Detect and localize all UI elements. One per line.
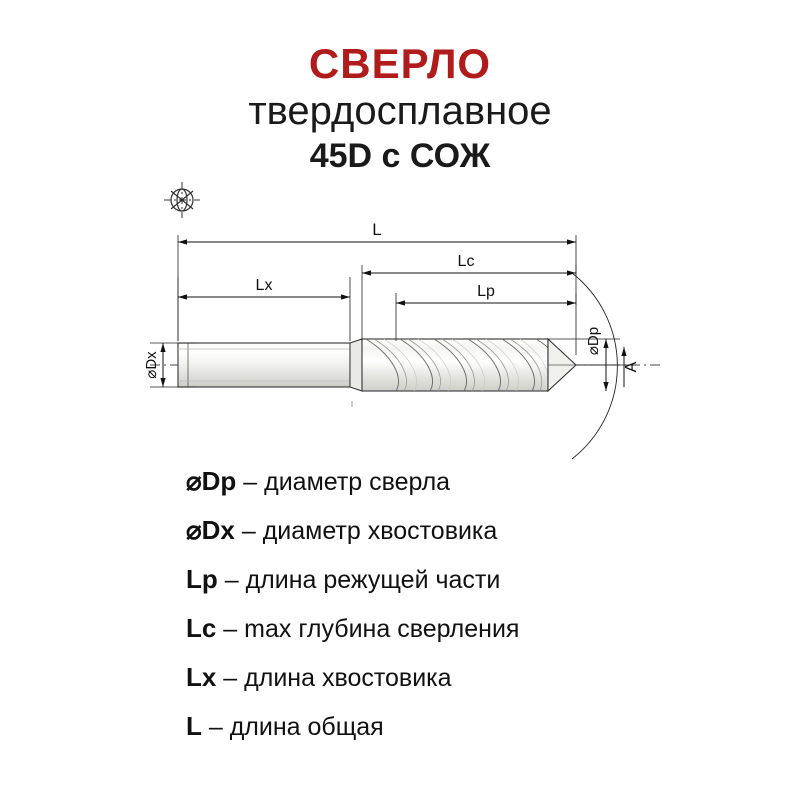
legend-text: – длина режущей части bbox=[224, 566, 501, 594]
legend-text: – диаметр хвостовика bbox=[241, 517, 498, 545]
legend-text: – длина общая bbox=[208, 713, 384, 741]
dimension-label-Lc: Lc bbox=[457, 253, 475, 270]
legend-symbol: Lp bbox=[186, 564, 218, 594]
dimension-label-L: L bbox=[372, 220, 382, 239]
legend-item bbox=[186, 566, 746, 593]
page-title: СВЕРЛО bbox=[308, 40, 492, 87]
legend-symbol: L bbox=[186, 711, 202, 741]
dimension-label-Dp: ⌀Dp bbox=[585, 326, 602, 356]
legend-symbol: ⌀Dx bbox=[186, 515, 235, 545]
legend-item bbox=[186, 664, 746, 691]
dimension-label-Lp: Lp bbox=[477, 283, 495, 300]
legend-symbol: ⌀Dp bbox=[186, 466, 237, 496]
legend bbox=[186, 468, 746, 762]
page-subtitle-1: твердосплавное bbox=[248, 89, 552, 134]
dimension-label-Dx: ⌀Dx bbox=[143, 351, 160, 379]
dimension-label-A: A bbox=[623, 361, 640, 373]
legend-text: – длина хвостовика bbox=[223, 664, 452, 692]
title-block bbox=[0, 42, 800, 177]
legend-item bbox=[186, 468, 746, 495]
legend-item bbox=[186, 615, 746, 642]
legend-text: – диаметр сверла bbox=[243, 468, 451, 496]
page-subtitle-2: 45D с СОЖ bbox=[309, 137, 491, 176]
legend-symbol: Lc bbox=[186, 613, 217, 643]
legend-text: – max глубина сверления bbox=[223, 615, 520, 643]
legend-item bbox=[186, 517, 746, 544]
legend-symbol: Lx bbox=[186, 662, 217, 692]
drill-technical-drawing bbox=[0, 215, 800, 475]
dimension-label-Lx: Lx bbox=[255, 277, 273, 294]
legend-item bbox=[186, 713, 746, 740]
